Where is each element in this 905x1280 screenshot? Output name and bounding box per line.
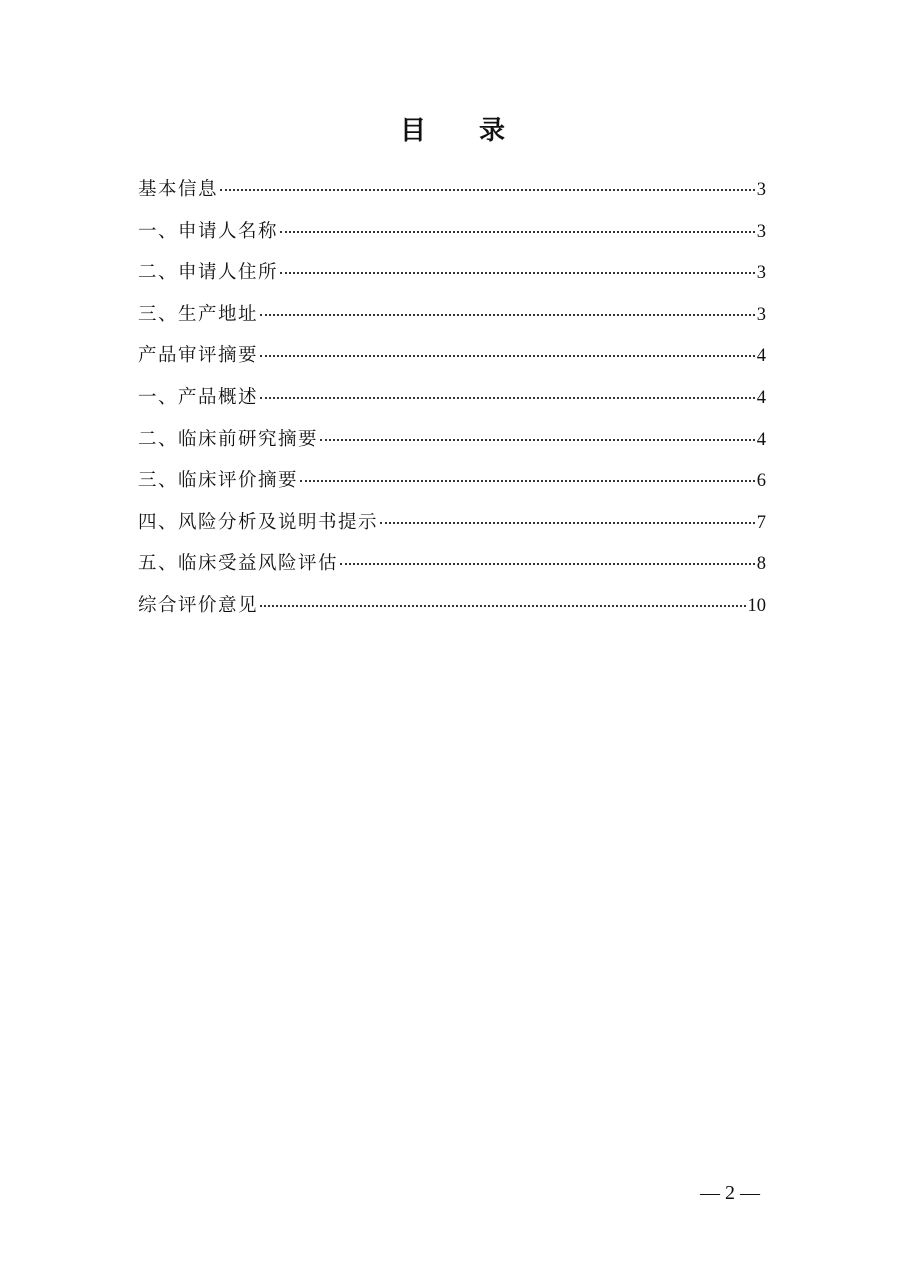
- toc-entry-applicant-address[interactable]: [138, 258, 766, 300]
- toc-entry-label: 二、申请人住所: [138, 262, 279, 284]
- toc-entry-preclinical-summary[interactable]: [138, 425, 766, 467]
- table-of-contents: [138, 175, 766, 633]
- toc-dot-leader: [260, 314, 755, 316]
- toc-entry-label: 一、申请人名称: [138, 220, 279, 242]
- toc-entry-basic-info[interactable]: [138, 175, 766, 217]
- toc-dot-leader: [340, 563, 755, 565]
- toc-entry-label: 基本信息: [138, 179, 219, 200]
- toc-entry-risk-analysis[interactable]: [138, 508, 766, 550]
- toc-dot-leader: [220, 189, 755, 191]
- toc-entry-overall-opinion[interactable]: [138, 591, 766, 633]
- toc-entry-label: 产品审评摘要: [138, 345, 259, 367]
- toc-entry-benefit-risk[interactable]: [138, 549, 766, 591]
- toc-page-number: 7: [756, 512, 766, 533]
- toc-entry-label: 四、风险分析及说明书提示: [138, 511, 379, 533]
- toc-page-number: 3: [756, 180, 766, 200]
- toc-dot-leader: [280, 231, 755, 233]
- toc-entry-label: 一、产品概述: [138, 386, 259, 408]
- toc-entry-label: 三、临床评价摘要: [138, 470, 299, 492]
- page-title: 目 录: [399, 116, 528, 146]
- toc-dot-leader: [260, 355, 755, 357]
- toc-page-number: 4: [756, 346, 766, 367]
- toc-dot-leader: [380, 522, 755, 524]
- toc-entry-label: 二、临床前研究摘要: [138, 428, 319, 450]
- toc-dot-leader: [300, 480, 755, 482]
- toc-entry-product-overview[interactable]: [138, 383, 766, 425]
- toc-dot-leader: [320, 439, 755, 441]
- toc-page-number: 3: [756, 221, 766, 242]
- toc-page-number: 8: [756, 554, 766, 575]
- toc-entry-label: 三、生产地址: [138, 303, 259, 325]
- toc-page-number: 4: [756, 387, 766, 408]
- toc-entry-clinical-evaluation[interactable]: [138, 466, 766, 508]
- toc-page-number: 4: [756, 429, 766, 450]
- toc-dot-leader: [280, 272, 755, 274]
- toc-entry-label: 五、临床受益风险评估: [138, 553, 339, 575]
- toc-entry-review-summary[interactable]: [138, 341, 766, 383]
- toc-page-number: 6: [756, 471, 766, 492]
- toc-entry-label: 综合评价意见: [138, 594, 259, 616]
- toc-page-number: 3: [756, 263, 766, 284]
- toc-entry-applicant-name[interactable]: [138, 217, 766, 259]
- toc-page-number: 10: [747, 595, 766, 616]
- page-number-footer: — 2 —: [700, 1182, 760, 1204]
- toc-entry-production-address[interactable]: [138, 300, 766, 342]
- toc-page-number: 3: [756, 304, 766, 325]
- toc-dot-leader: [260, 397, 755, 399]
- toc-dot-leader: [260, 605, 745, 607]
